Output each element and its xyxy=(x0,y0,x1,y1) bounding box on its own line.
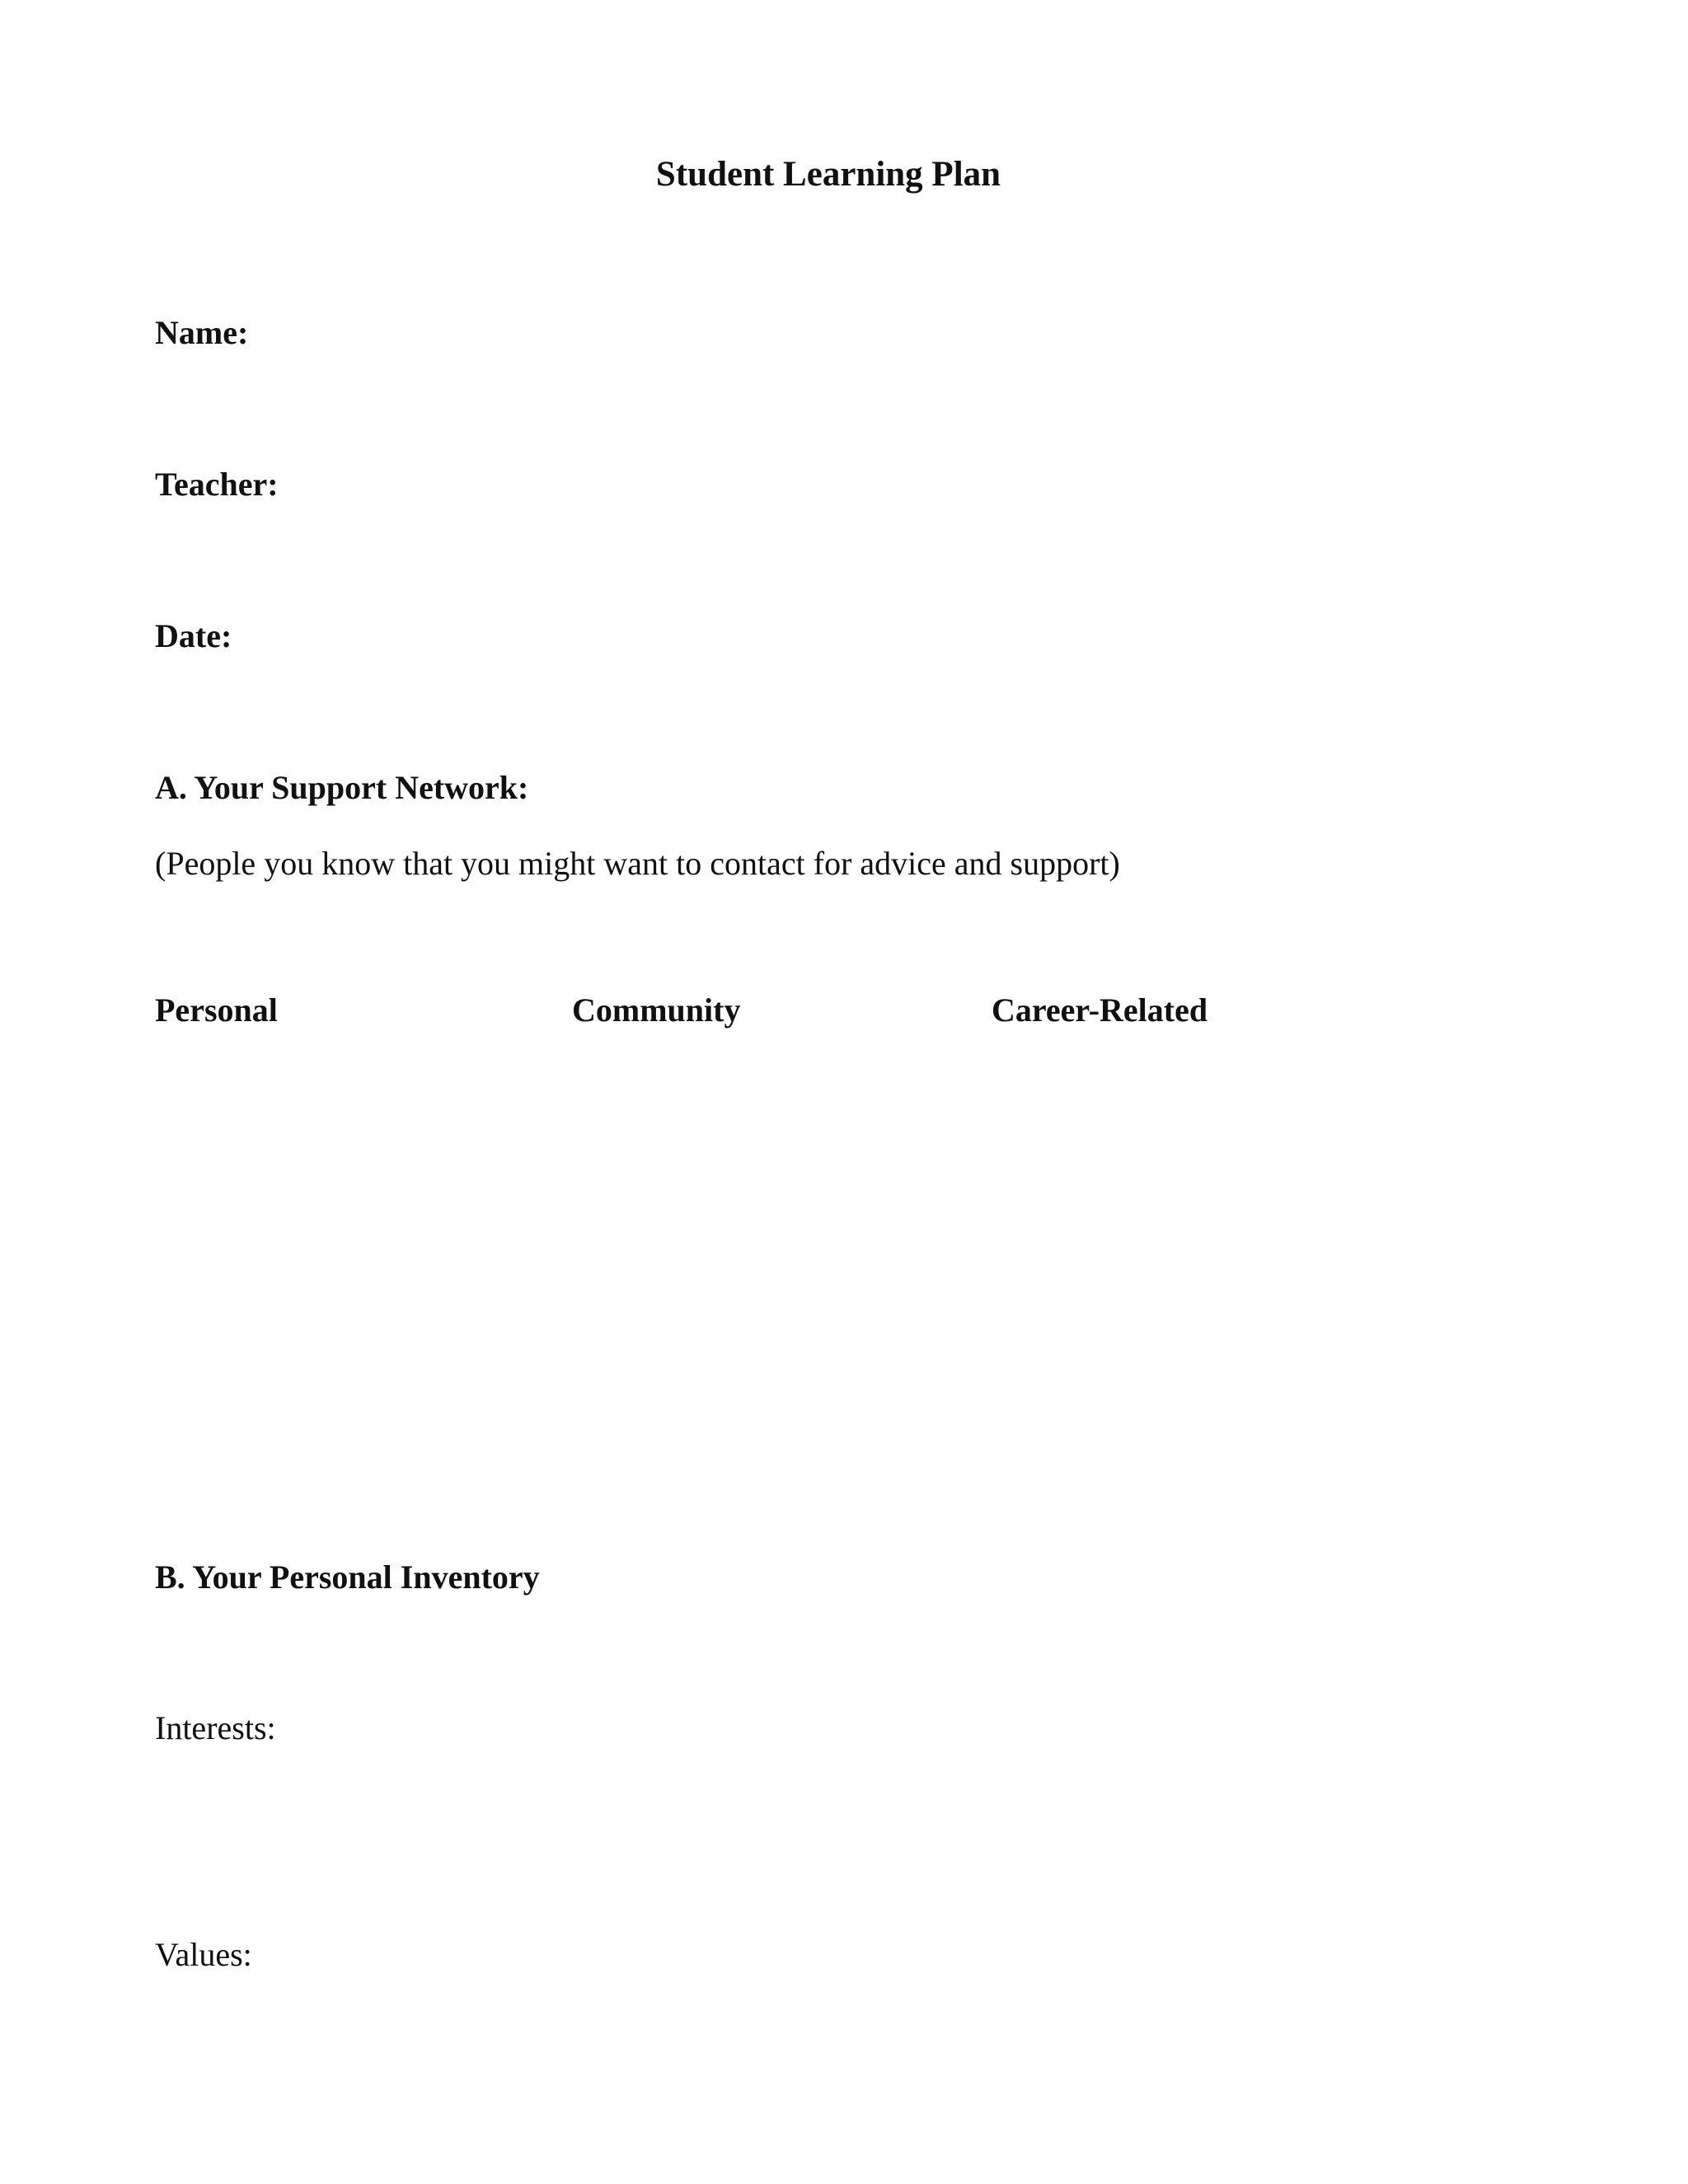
section-a-description: (People you know that you might want to contact for advice and support) xyxy=(155,845,1120,882)
section-a-heading: A. Your Support Network: xyxy=(155,769,529,806)
interests-label: Interests: xyxy=(155,1709,276,1746)
page-title: Student Learning Plan xyxy=(655,155,1001,194)
teacher-label: Teacher: xyxy=(155,466,279,503)
date-label: Date: xyxy=(155,617,232,654)
values-label: Values: xyxy=(155,1936,252,1973)
column-heading-career-related: Career-Related xyxy=(992,991,1208,1029)
name-label: Name: xyxy=(155,314,249,351)
column-heading-personal: Personal xyxy=(155,991,278,1029)
column-heading-community: Community xyxy=(572,991,741,1029)
section-b-heading: B. Your Personal Inventory xyxy=(155,1558,540,1596)
